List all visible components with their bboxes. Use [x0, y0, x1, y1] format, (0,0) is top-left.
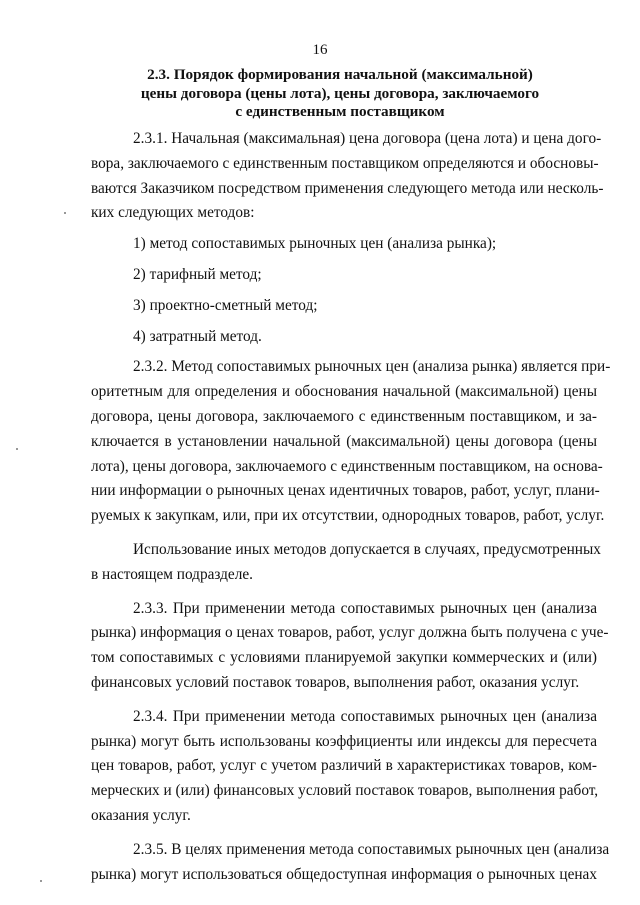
text-line: 2.3.4. При применении метода сопоставимых рыночных цен (анализа	[133, 707, 597, 725]
spacer	[91, 829, 597, 838]
paragraph-2-3-5	[91, 838, 610, 888]
text-line: финансовых условий поставок товаров, выполнения работ, оказания услуг.	[91, 673, 580, 691]
page-number: 16	[312, 42, 328, 58]
paragraph-2-3-1	[91, 127, 604, 226]
text-line: 2.3.3. При применении метода сопоставимых рыночных цен (анализа	[133, 599, 597, 617]
paragraph-other-methods	[91, 538, 601, 588]
scan-speck	[64, 212, 66, 214]
list-item: 3) проектно-сметный метод;	[133, 296, 318, 314]
text-line: вора, заключаемого с единственным поставщиком определяются и обосновы-	[91, 154, 599, 172]
body-text	[91, 127, 611, 887]
heading-line: 2.3. Порядок формирования начальной (максимальной)	[147, 66, 533, 83]
text-line: договора, цены договора, заключаемого с единственным поставщиком, и за-	[91, 407, 597, 425]
text-line: рынка) могут использоваться общедоступная информация о рыночных ценах	[91, 865, 597, 883]
list-item: 4) затратный метод.	[133, 327, 262, 345]
text-line: нии информации о рыночных ценах идентичных товаров, работ, услуг, плани-	[91, 482, 600, 500]
text-line: рынка) могут быть использованы коэффициенты или индексы для пересчета	[91, 732, 597, 750]
text-line: мерческих и (или) финансовых условий поставок товаров, выполнения работ,	[91, 782, 599, 800]
text-line: оритетным для определения и обоснования начальной (максимальной) цены	[91, 383, 597, 401]
paragraph-2-3-3	[91, 597, 609, 696]
text-line: цен товаров, работ, услуг с учетом различий в характеристиках товаров, ком-	[91, 757, 597, 775]
list-item: 1) метод сопоставимых рыночных цен (анализа рынка);	[133, 235, 497, 253]
text-line: ключается в установлении начальной (максимальной) цены договора (цены	[91, 432, 597, 450]
text-line: ваются Заказчиком посредством применения следующего метода или несколь-	[91, 179, 604, 197]
heading-line: с единственным поставщиком	[235, 103, 445, 120]
heading-line: цены договора (цены лота), цены договора, заключаемого	[140, 84, 540, 102]
list-item: 2) тарифный метод;	[133, 265, 262, 283]
text-line: оказания услуг.	[91, 806, 191, 824]
text-line: том сопоставимых с условиями планируемой закупки коммерческих и (или)	[91, 649, 597, 667]
text-line: Использование иных методов допускается в случаях, предусмотренных	[133, 540, 601, 558]
text-line: 2.3.1. Начальная (максимальная) цена договора (цена лота) и цена дого-	[133, 130, 602, 147]
methods-list	[91, 232, 597, 349]
text-line: 2.3.5. В целях применения метода сопоставимых рыночных цен (анализа	[133, 840, 610, 858]
spacer	[91, 529, 597, 538]
paragraph-2-3-2	[91, 355, 611, 529]
text-line: рынка) информация о ценах товаров, работ, услуг должна быть получена с уче-	[91, 624, 609, 642]
scan-speck	[40, 880, 42, 882]
text-line: лота), цены договора, заключаемого с единственным поставщиком, на основа-	[91, 457, 603, 475]
text-line: руемых к закупкам, или, при их отсутствии, однородных товаров, работ, услуг.	[91, 507, 605, 525]
text-line: 2.3.2. Метод сопоставимых рыночных цен (анализа рынка) является при-	[133, 358, 611, 376]
paragraph-2-3-4	[91, 705, 597, 829]
text-line: в настоящем подразделе.	[91, 565, 253, 583]
scan-speck	[16, 448, 18, 450]
section-heading	[90, 66, 590, 122]
spacer	[91, 696, 597, 705]
spacer	[91, 588, 597, 597]
text-line: ких следующих методов:	[91, 204, 255, 222]
